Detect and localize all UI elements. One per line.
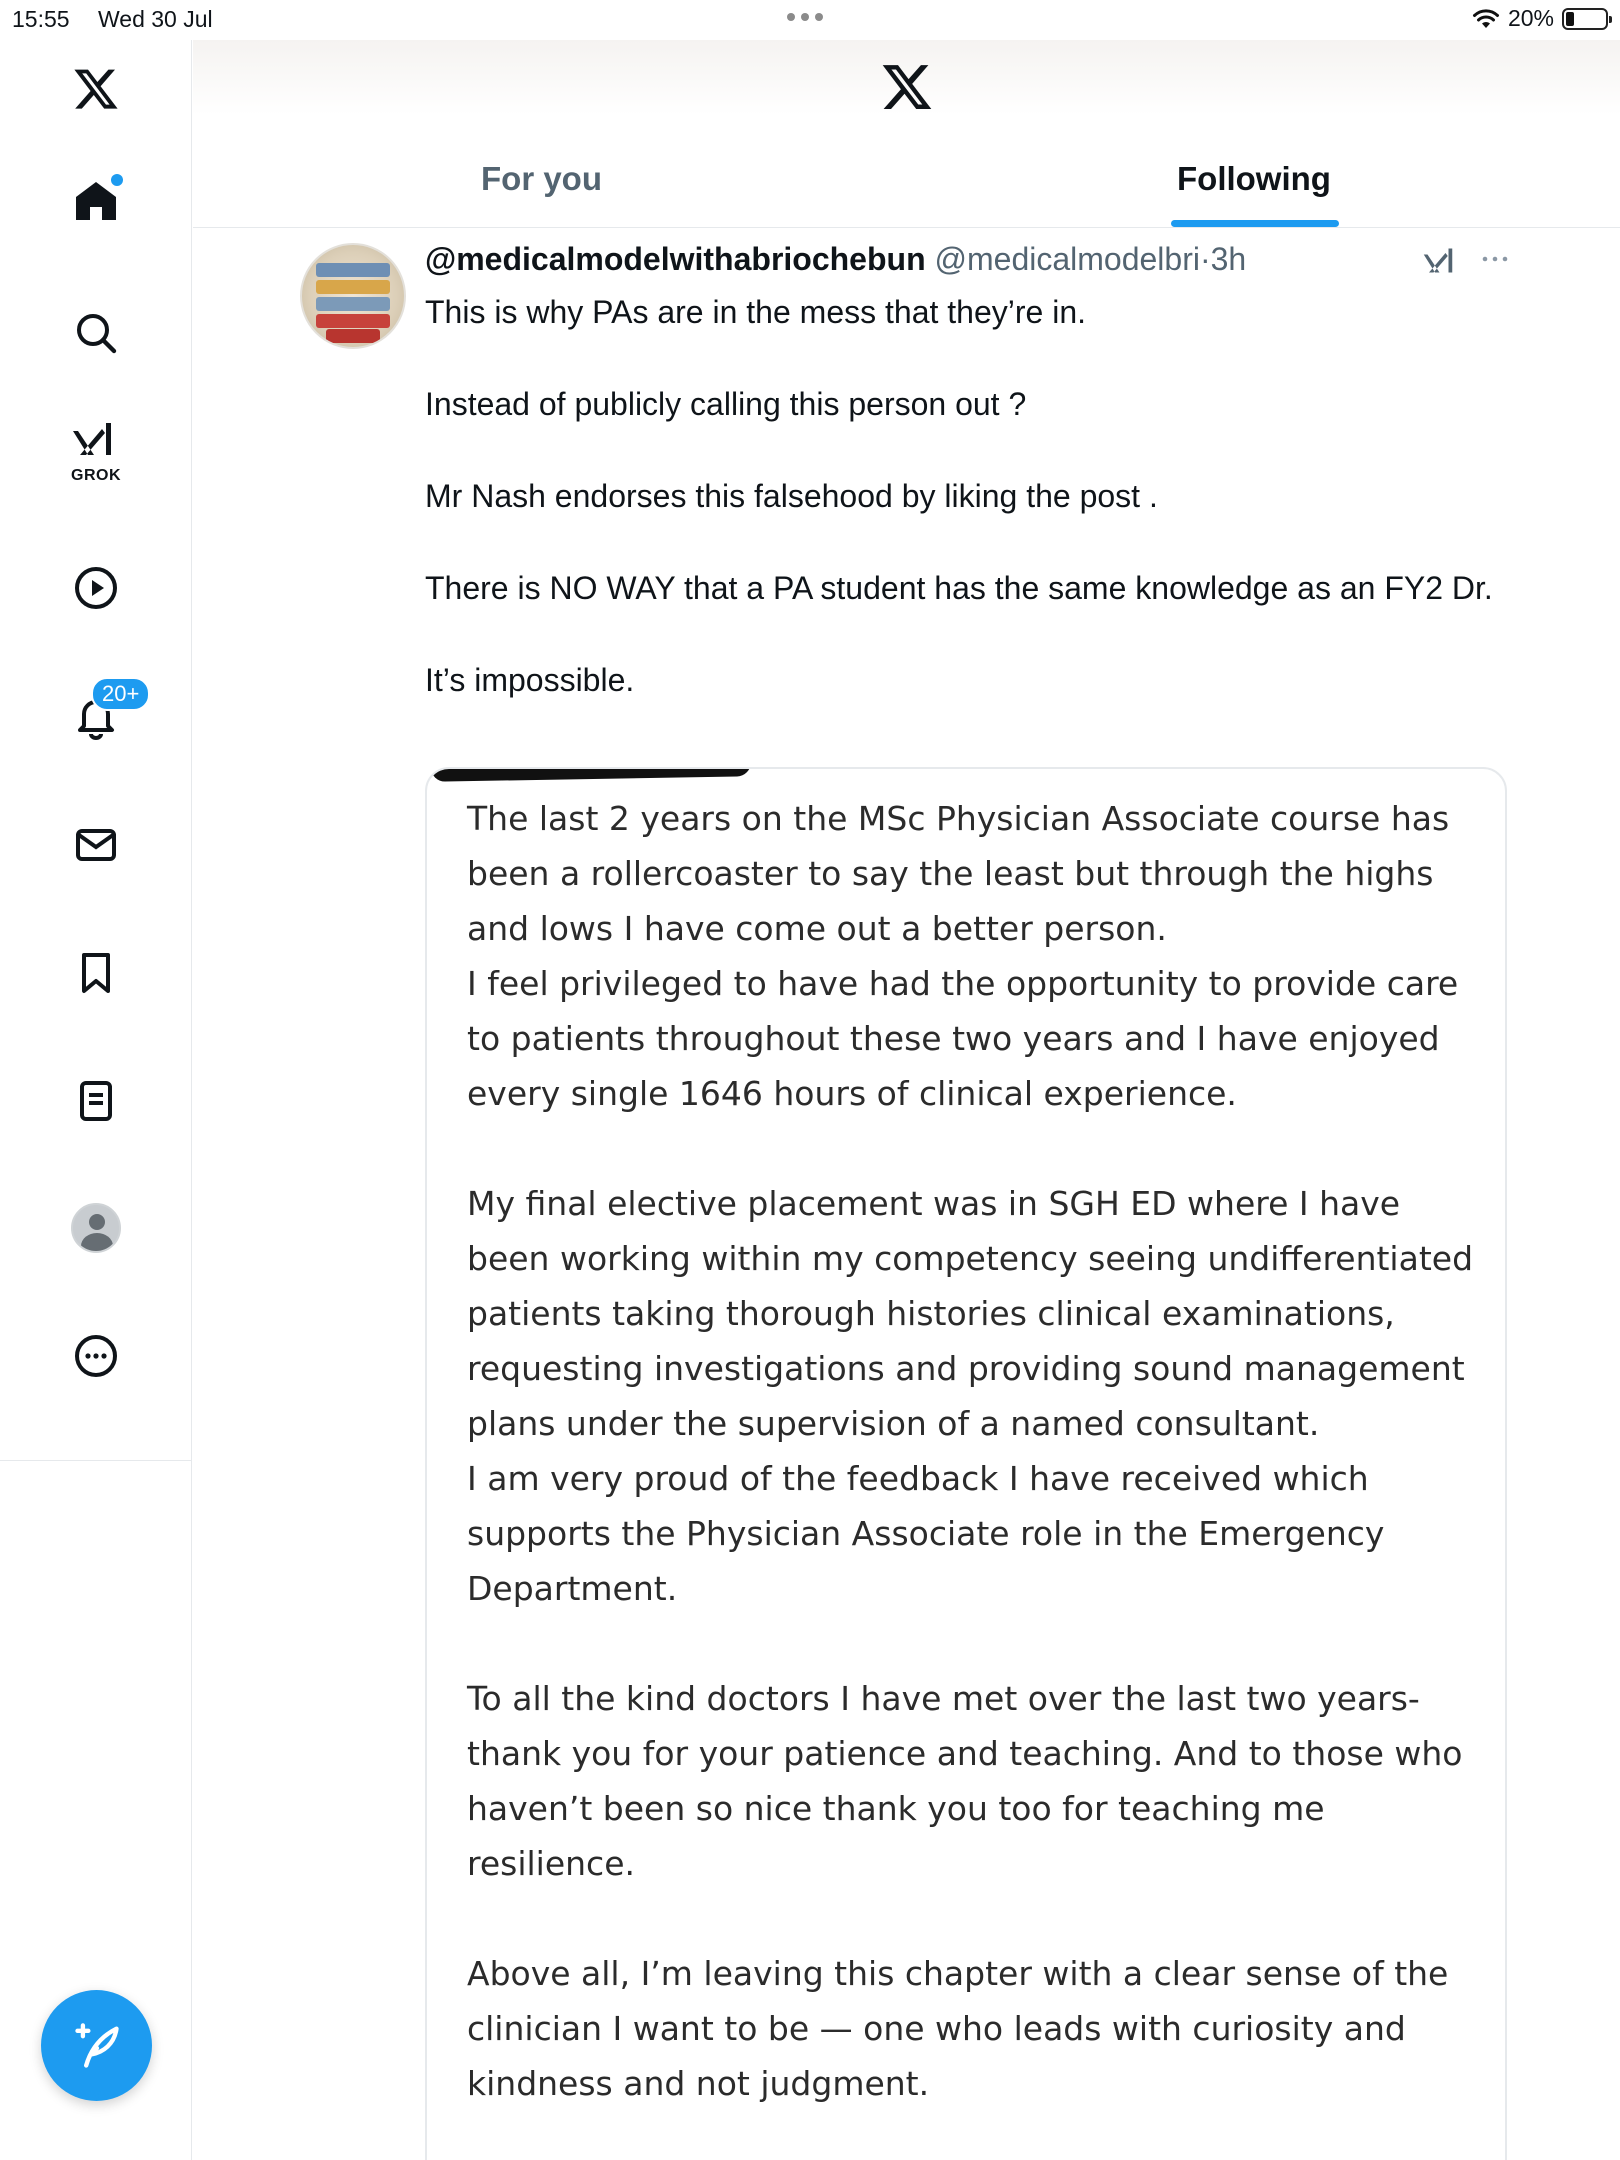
grok-icon	[72, 417, 120, 465]
image-paragraph: My final elective placement was in SGH ED where I have been working within my competency seeing undifferentiated patients taking thorough histories clinical examinations, requesting investigations and providing sound management plans under the supervision of a named consultant. I am very proud of the feedback I have received which supports the Physician Associate role in the Emergency Department.	[467, 1184, 1474, 1608]
image-text	[467, 791, 1487, 2160]
wifi-icon	[1472, 8, 1500, 30]
post-paragraph: Instead of publicly calling this person out ?	[425, 386, 1027, 422]
compose-icon	[71, 2020, 123, 2072]
tab-for-you[interactable]: For you	[481, 160, 602, 197]
compose-button[interactable]	[41, 1990, 152, 2101]
image-paragraph: Above all, I’m leaving this chapter with a clear sense of the clinician I want to be — one who leads with curiosity and kindness and not judgment.	[467, 1954, 1449, 2103]
status-date: Wed 30 Jul	[98, 6, 213, 32]
timeline-header	[193, 40, 1620, 228]
author-name[interactable]: @medicalmodelwithabriochebun	[425, 241, 926, 277]
notification-badge: 20+	[91, 677, 150, 711]
sidebar-item-home[interactable]	[63, 168, 129, 234]
grok-icon[interactable]	[1423, 243, 1459, 281]
post-header	[425, 241, 1246, 278]
post-paragraph: This is why PAs are in the mess that they’re in.	[425, 294, 1086, 330]
sidebar-divider	[0, 1460, 192, 1461]
sidebar-item-x-logo[interactable]	[63, 56, 129, 122]
status-indicators	[1472, 5, 1608, 32]
tab-following[interactable]: Following	[1177, 160, 1331, 197]
grok-label: GROK	[71, 467, 121, 484]
more-circle-icon	[72, 1332, 120, 1380]
author-avatar[interactable]	[300, 243, 406, 349]
x-logo-icon	[72, 65, 120, 113]
sidebar-item-video[interactable]	[63, 555, 129, 621]
sidebar-item-profile[interactable]	[63, 1195, 129, 1261]
battery-icon	[1562, 8, 1608, 30]
post[interactable]	[193, 229, 1620, 2160]
meta-separator: ·	[1199, 241, 1211, 277]
author-handle[interactable]: @medicalmodelbri	[934, 241, 1200, 277]
post-paragraph: Mr Nash endorses this falsehood by liking the post .	[425, 478, 1158, 514]
x-logo-icon	[879, 60, 935, 114]
status-bar	[0, 0, 1620, 40]
avatar-icon	[71, 1203, 121, 1253]
mail-icon	[72, 821, 120, 869]
sidebar-item-more[interactable]	[63, 1323, 129, 1389]
post-image[interactable]	[425, 767, 1507, 2160]
battery-percent: 20%	[1507, 5, 1554, 31]
sidebar-item-grok[interactable]	[63, 415, 129, 484]
image-paragraph: The last 2 years on the MSc Physician Associate course has been a rollercoaster to say the least but through the highs and lows I have come out a better person. I feel privileged to have had the opportunity to provide care to patients throughout these two years and I have enjoyed every single 1646 hours of clinical experience.	[467, 799, 1459, 1113]
post-paragraph: It’s impossible.	[425, 662, 635, 698]
sidebar	[0, 40, 192, 2160]
sidebar-item-messages[interactable]	[63, 812, 129, 878]
multitasking-dots-icon[interactable]	[787, 13, 823, 21]
search-icon	[72, 309, 120, 357]
sidebar-item-lists[interactable]	[63, 1068, 129, 1134]
sidebar-item-search[interactable]	[63, 300, 129, 366]
more-options-icon[interactable]	[1478, 249, 1512, 269]
home-unread-dot	[111, 174, 123, 186]
list-icon	[72, 1077, 120, 1125]
play-icon	[72, 564, 120, 612]
redaction-mark	[431, 767, 751, 782]
bookmark-icon	[72, 949, 120, 997]
status-time: 15:55	[12, 6, 70, 32]
post-time[interactable]: 3h	[1210, 241, 1247, 277]
sidebar-item-bookmarks[interactable]	[63, 940, 129, 1006]
sidebar-item-notifications[interactable]	[63, 681, 140, 749]
image-paragraph: To all the kind doctors I have met over the last two years- thank you for your patience and teaching. And to those who haven’t been so nice thank you too for teaching me resilience.	[467, 1679, 1463, 1883]
post-text	[425, 289, 1505, 703]
active-tab-indicator	[1171, 220, 1339, 227]
post-paragraph: There is NO WAY that a PA student has the same knowledge as an FY2 Dr.	[425, 570, 1493, 606]
